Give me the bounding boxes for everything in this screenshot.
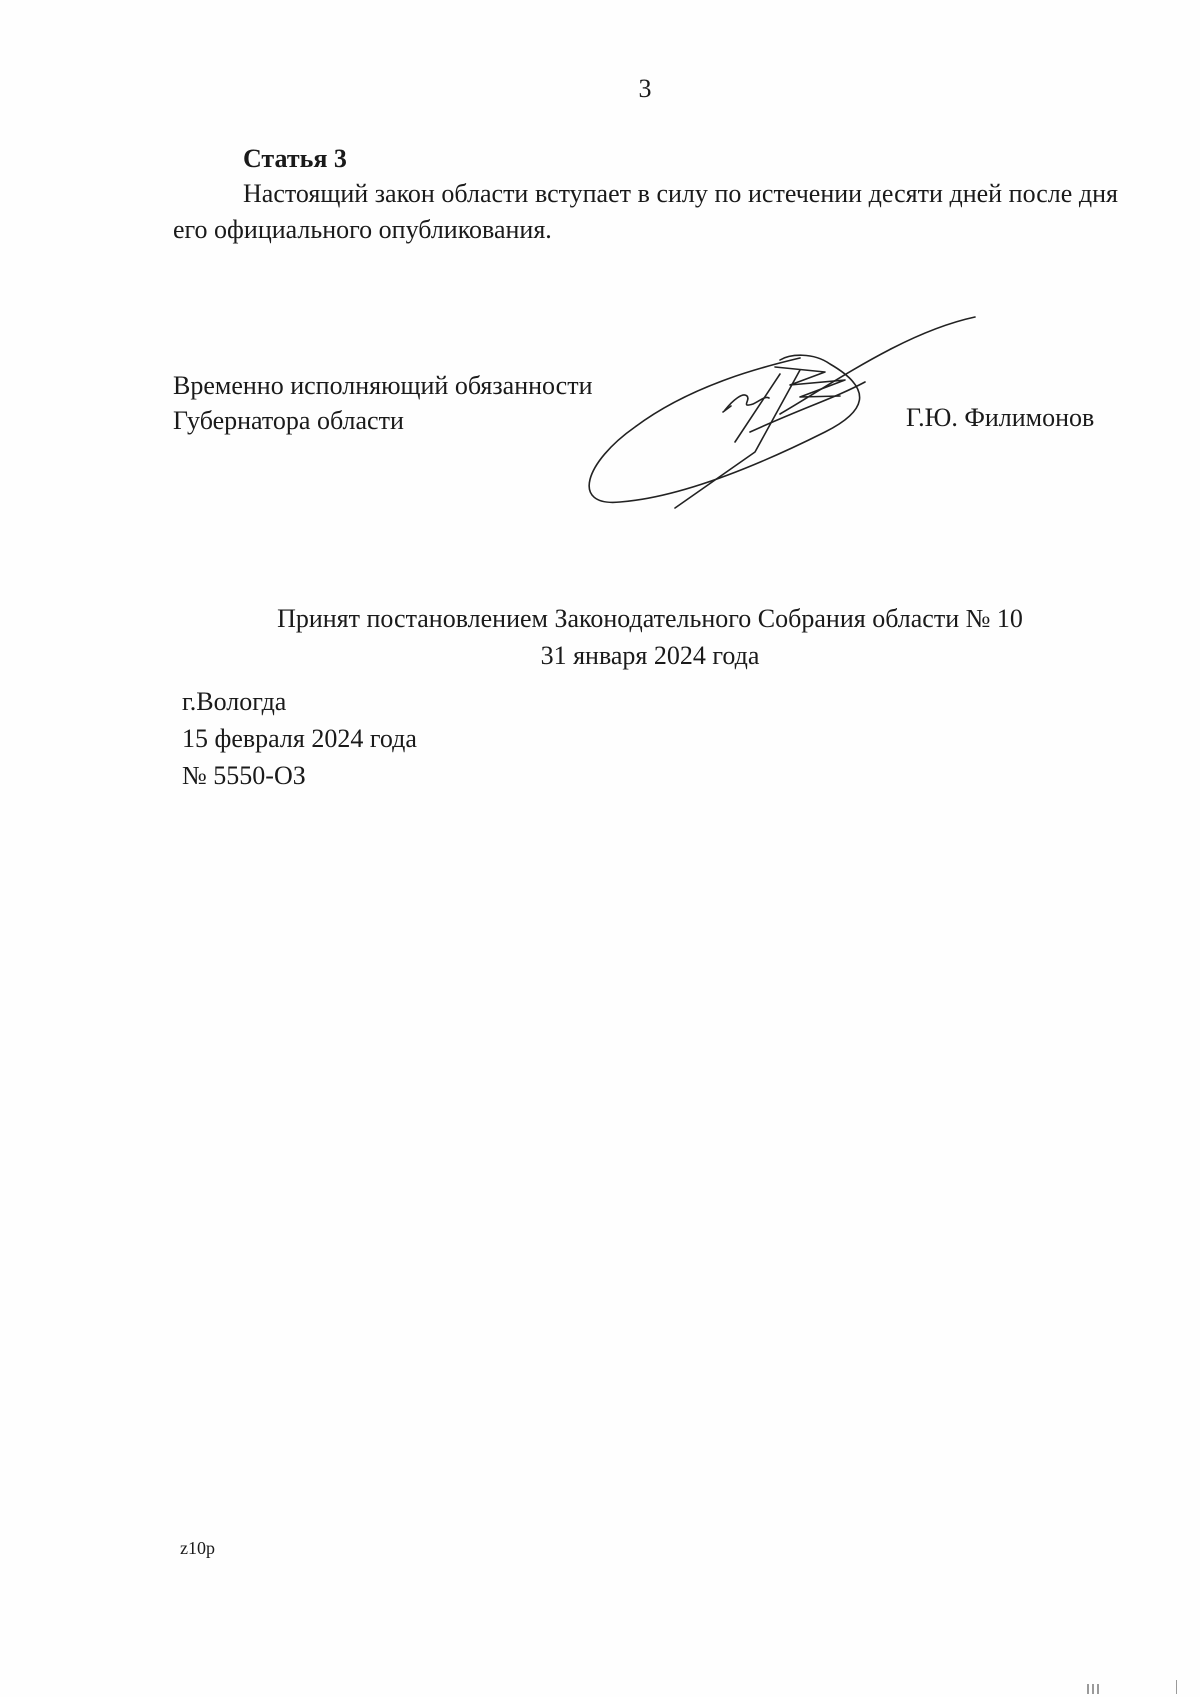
article-title: Статья 3 bbox=[243, 144, 347, 173]
article-body: Настоящий закон области вступает в силу по истечении десяти дней после дня его официального опубликования. bbox=[173, 179, 1118, 244]
adoption-line-2: 31 января 2024 года bbox=[540, 641, 760, 670]
place-date-block bbox=[182, 683, 417, 794]
law-number: № 5550-ОЗ bbox=[182, 761, 306, 790]
adoption-note bbox=[0, 600, 1200, 674]
document-code: z10p bbox=[180, 1538, 215, 1558]
signer-position bbox=[173, 368, 593, 438]
signer-name: Г.Ю. Филимонов bbox=[906, 403, 1095, 432]
scan-mark bbox=[1087, 1684, 1089, 1694]
date: 15 февраля 2024 года bbox=[182, 724, 417, 753]
scan-mark bbox=[1176, 1680, 1177, 1694]
adoption-line-1: Принят постановлением Законодательного Собрания области № 10 bbox=[277, 604, 1023, 633]
city: г.Вологда bbox=[182, 687, 287, 716]
signer-position-line-2: Губернатора области bbox=[173, 406, 404, 435]
scan-mark bbox=[1092, 1684, 1094, 1694]
signer-position-line-1: Временно исполняющий обязанности bbox=[173, 371, 593, 400]
scan-mark bbox=[1097, 1684, 1099, 1694]
page-number: 3 bbox=[638, 74, 652, 103]
